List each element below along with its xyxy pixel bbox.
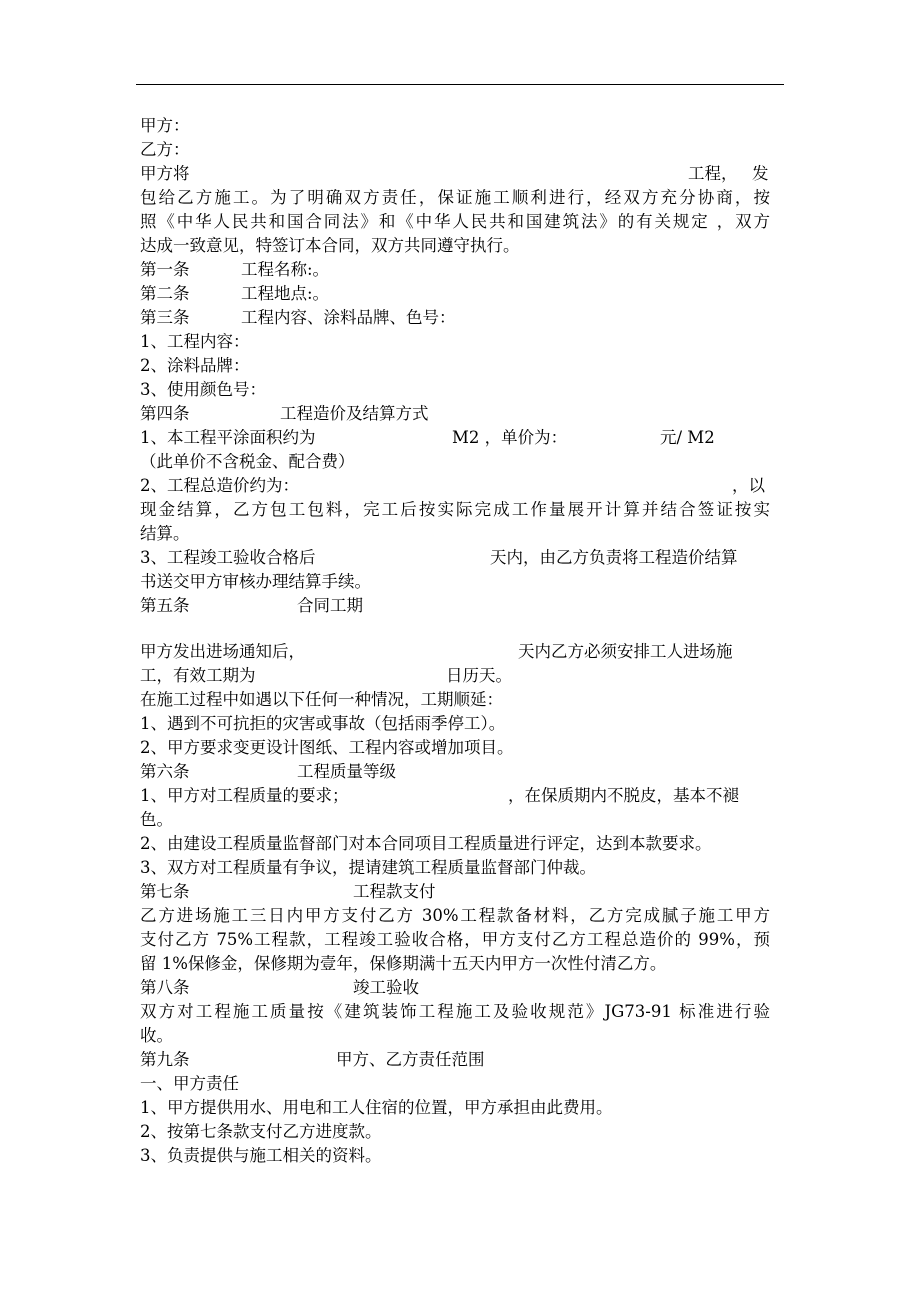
art9-line-3: 2、按第七条款支付乙方进度款。: [140, 1122, 382, 1141]
intro-prefix: 甲方将: [140, 164, 190, 183]
art8-line-1: 双方对工程施工质量按《建筑装饰工程施工及验收规范》JG73-91 标准进行验: [140, 1002, 770, 1021]
intro-project-label: 工程，: [688, 164, 738, 183]
article-text: 工程地点:。: [241, 284, 330, 303]
settlement-text: 天内，由乙方负责将工程造价结算: [490, 548, 738, 567]
article-title: 竣工验收: [353, 978, 419, 997]
art3-item-3: 3、使用颜色号：: [140, 380, 266, 399]
art5-line-4: 1、遇到不可抗拒的灾害或事故（包括雨季停工）。: [140, 714, 506, 733]
price-unit: 元/ M2: [660, 428, 715, 447]
art3-item-1: 1、工程内容：: [140, 332, 250, 351]
article-label: 第三条: [140, 308, 190, 327]
art5-line-5: 2、甲方要求变更设计图纸、工程内容或增加项目。: [140, 738, 514, 757]
art9-line-1: 一、甲方责任: [140, 1074, 239, 1093]
acceptance-label: 3、工程竣工验收合格后: [140, 548, 316, 567]
art4-line-2: （此单价不含税金、配合费）: [140, 452, 355, 471]
art8-line-2: 收。: [140, 1026, 173, 1045]
article-label: 第四条: [140, 404, 190, 423]
art6-line-3: 2、由建设工程质量监督部门对本合同项目工程质量进行评定，达到本款要求。: [140, 834, 712, 853]
article-title: 甲方、乙方责任范围: [336, 1050, 485, 1069]
quality-label: 1、甲方对工程质量的要求；: [140, 786, 349, 805]
area-label: 1、本工程平涂面积约为: [140, 428, 316, 447]
article-label: 第六条: [140, 762, 190, 781]
period-label: 工，有效工期为: [140, 666, 256, 685]
article-text: 工程内容、涂料品牌、色号：: [241, 308, 456, 327]
line-end: ，以: [732, 476, 765, 495]
intro-line-3: 照《中华人民共和国合同法》和《中华人民共和国建筑法》的有关规定 ，双方: [140, 212, 770, 231]
art7-line-3: 留 1%保修金，保修期为壹年，保修期满十五天内甲方一次性付清乙方。: [140, 954, 667, 973]
intro-line-4: 达成一致意见，特签订本合同，双方共同遵守执行。: [140, 236, 520, 255]
article-label: 第五条: [140, 596, 190, 615]
unit-price-label: M2 ，单价为：: [452, 428, 568, 447]
intro-line-1: [140, 162, 770, 186]
art7-line-1: 乙方进场施工三日内甲方支付乙方 30%工程款备材料，乙方完成腻子施工甲方: [140, 906, 770, 925]
article-title: 工程造价及结算方式: [280, 404, 429, 423]
art7-line-2: 支付乙方 75%工程款，工程竣工验收合格，甲方支付乙方工程总造价的 99%，预: [140, 930, 770, 949]
intro-line-end: 发: [752, 164, 769, 183]
art5-line-3: 在施工过程中如遇以下任何一种情况，工期顺延：: [140, 690, 503, 709]
article-title: 工程质量等级: [297, 762, 396, 781]
entry-text: 天内乙方必须安排工人进场施: [518, 642, 733, 661]
article-label: 第八条: [140, 978, 190, 997]
article-label: 第一条: [140, 260, 190, 279]
intro-line-2: 包给乙方施工。为了明确双方责任，保证施工顺利进行，经双方充分协商，按: [140, 188, 770, 207]
art6-line-2: 色。: [140, 810, 173, 829]
art6-line-4: 3、双方对工程质量有争议，提请建筑工程质量监督部门仲裁。: [140, 858, 596, 877]
party-b-line: 乙方：: [140, 140, 190, 159]
notice-label: 甲方发出进场通知后，: [140, 642, 305, 661]
art4-line-5: 结算。: [140, 524, 190, 543]
art3-item-2: 2、涂料品牌：: [140, 356, 250, 375]
article-title: 工程款支付: [353, 882, 436, 901]
article-label: 第二条: [140, 284, 190, 303]
party-a-line: 甲方：: [140, 116, 190, 135]
article-title: 合同工期: [297, 596, 363, 615]
article-label: 第七条: [140, 882, 190, 901]
total-price-label: 2、工程总造价约为：: [140, 476, 299, 495]
header-rule: [136, 84, 784, 85]
art9-line-2: 1、甲方提供用水、用电和工人住宿的位置，甲方承担由此费用。: [140, 1098, 613, 1117]
art9-line-4: 3、负责提供与施工相关的资料。: [140, 1146, 382, 1165]
article-text: 工程名称:。: [241, 260, 330, 279]
art4-line-4: 现金结算，乙方包工包料，完工后按实际完成工作量展开计算并结合签证按实: [140, 500, 770, 519]
art4-line-7: 书送交甲方审核办理结算手续。: [140, 572, 371, 591]
days-text: 日历天。: [446, 666, 512, 685]
article-label: 第九条: [140, 1050, 190, 1069]
quality-text: ，在保质期内不脱皮，基本不褪: [508, 786, 739, 805]
